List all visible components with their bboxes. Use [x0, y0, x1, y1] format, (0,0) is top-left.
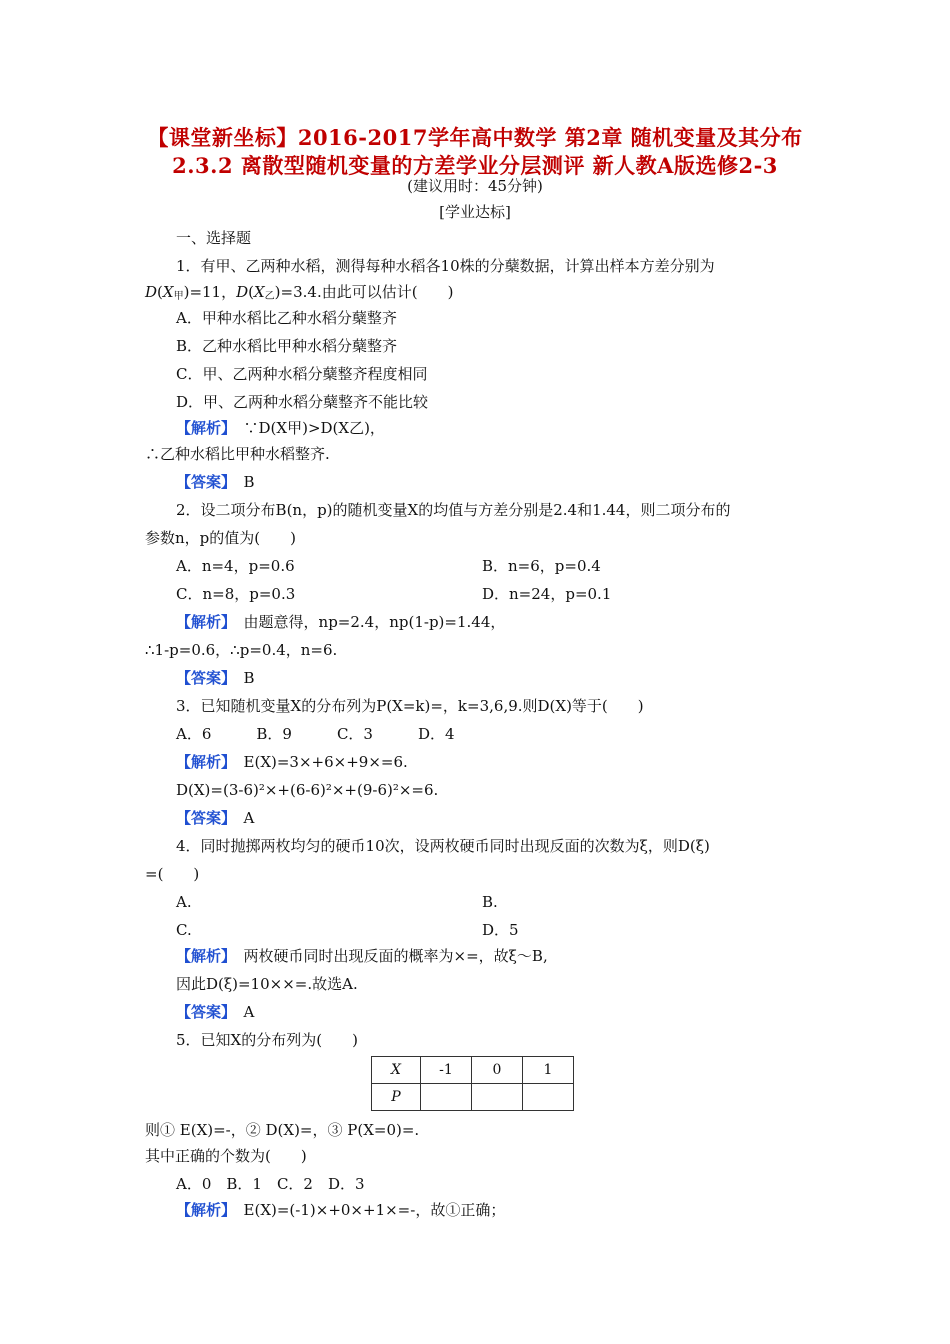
q1-option-d: D．甲、乙两种水稻分蘖整齐不能比较: [176, 393, 429, 411]
analysis-tag: 【解析】: [176, 1201, 229, 1219]
table-cell: [472, 1084, 523, 1111]
table-cell: 0: [472, 1057, 523, 1084]
q1-answer: 【答案】 B: [176, 473, 255, 491]
table-cell: [523, 1084, 574, 1111]
q3-analysis-line2: D(X)=(3-6)²×+(6-6)²×+(9-6)²×=6.: [176, 781, 439, 799]
q4-stem-line2: =( ): [145, 865, 200, 883]
q2-option-a: A．n=4，p=0.6: [176, 557, 295, 575]
answer-tag: 【答案】: [176, 1003, 229, 1021]
answer-tag: 【答案】: [176, 809, 229, 827]
q2-analysis: 【解析】 由题意得，np=2.4，np(1-p)=1.44，: [176, 613, 506, 631]
q1-stem-line1: 1．有甲、乙两种水稻，测得每种水稻各10株的分蘖数据，计算出样本方差分别为: [176, 257, 715, 275]
table-row: [372, 1084, 574, 1111]
q5-ask: 其中正确的个数为( ): [145, 1147, 307, 1165]
distribution-table: [371, 1056, 574, 1111]
q4-option-c: C.: [176, 921, 192, 939]
q3-analysis: 【解析】 E(X)=3×+6×+9×=6.: [176, 753, 408, 771]
q1-option-c: C．甲、乙两种水稻分蘖整齐程度相同: [176, 365, 428, 383]
suggested-time: (建议用时：45分钟): [407, 177, 543, 195]
document-title-line2: 2.3.2 离散型随机变量的方差学业分层测评 新人教A版选修2-3: [172, 153, 778, 178]
q1-option-b: B．乙种水稻比甲种水稻分蘖整齐: [176, 337, 398, 355]
table-cell: [421, 1084, 472, 1111]
analysis-tag: 【解析】: [176, 947, 229, 965]
q2-option-c: C．n=8，p=0.3: [176, 585, 296, 603]
q2-option-d: D．n=24，p=0.1: [482, 585, 612, 603]
analysis-tag: 【解析】: [176, 419, 229, 437]
table-row: [372, 1057, 574, 1084]
q5-options: A．0 B．1 C．2 D．3: [176, 1175, 365, 1193]
table-cell: 1: [523, 1057, 574, 1084]
table-cell: -1: [421, 1057, 472, 1084]
q4-option-a: A.: [176, 893, 192, 911]
q4-option-d: D．5: [482, 921, 519, 939]
answer-tag: 【答案】: [176, 669, 229, 687]
q5-claims: 则① E(X)=-，② D(X)=，③ P(X=0)=.: [145, 1121, 420, 1139]
q4-analysis: 【解析】 两枚硬币同时出现反面的概率为×=，故ξ～B,: [176, 947, 548, 965]
q5-stem: 5．已知X的分布列为( ): [176, 1031, 358, 1049]
part-heading: 一、选择题: [176, 229, 252, 247]
document-title-line1: 【课堂新坐标】2016-2017学年高中数学 第2章 随机变量及其分布: [147, 125, 803, 150]
analysis-tag: 【解析】: [176, 753, 229, 771]
table-cell: X: [372, 1057, 421, 1084]
q1-analysis-line2: ∴乙种水稻比甲种水稻整齐.: [145, 445, 330, 463]
q2-analysis-line2: ∴1-p=0.6，∴p=0.4，n=6.: [145, 641, 338, 659]
q4-analysis-line2: 因此D(ξ)=10××=.故选A.: [176, 975, 358, 993]
q2-option-b: B．n=6，p=0.4: [482, 557, 601, 575]
q2-stem-line1: 2．设二项分布B(n，p)的随机变量X的均值与方差分别是2.4和1.44，则二项分布的: [176, 501, 731, 519]
analysis-tag: 【解析】: [176, 613, 229, 631]
q1-option-a: A．甲种水稻比乙种水稻分蘖整齐: [176, 309, 397, 327]
table-cell: P: [372, 1084, 421, 1111]
q3-stem: 3．已知随机变量X的分布列为P(X=k)=，k=3,6,9.则D(X)等于( ): [176, 697, 644, 715]
q3-options: A．6 B．9 C．3 D．4: [176, 725, 455, 743]
section-label: [学业达标]: [439, 203, 511, 221]
q1-stem-line2: $D(X_甲)=11$，$D(X_乙)=3.4$.由此可以估计( ): [145, 283, 454, 302]
q4-answer: 【答案】 A: [176, 1003, 255, 1021]
q1-analysis: 【解析】 ∵D(X甲)>D(X乙)，: [176, 419, 385, 437]
q5-analysis: 【解析】 E(X)=(-1)×+0×+1×=-，故①正确；: [176, 1201, 506, 1219]
q2-answer: 【答案】 B: [176, 669, 255, 687]
answer-tag: 【答案】: [176, 473, 229, 491]
q2-stem-line2: 参数n，p的值为( ): [145, 529, 296, 547]
q4-option-b: B.: [482, 893, 498, 911]
q3-answer: 【答案】 A: [176, 809, 255, 827]
q4-stem-line1: 4．同时抛掷两枚均匀的硬币10次，设两枚硬币同时出现反面的次数为ξ，则D(ξ): [176, 837, 710, 855]
